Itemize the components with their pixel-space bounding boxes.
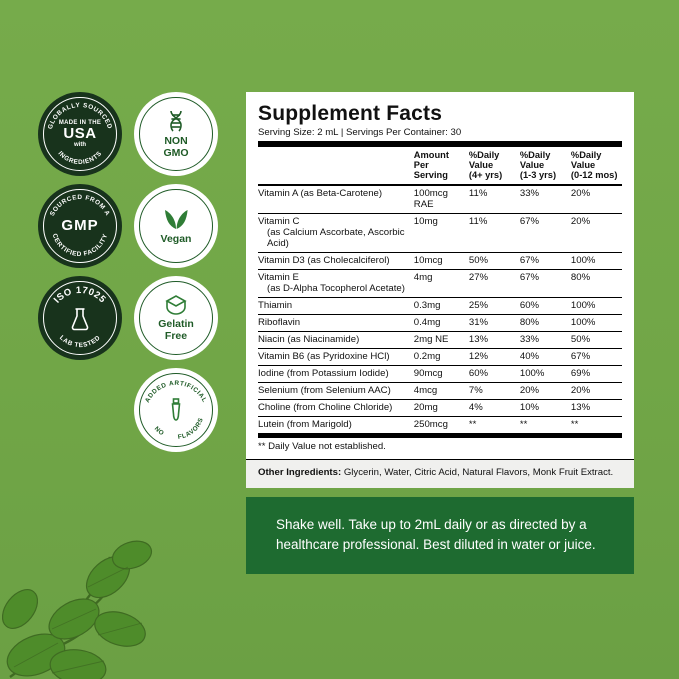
badge-ring	[139, 97, 213, 171]
row-name-text: Thiamin	[258, 300, 293, 312]
row-dv3: 100%	[571, 297, 622, 314]
row-dv3: **	[571, 416, 622, 433]
row-amount: 10mcg	[414, 252, 469, 269]
dv3-l3: (0-12 mos)	[570, 170, 618, 181]
row-name	[258, 185, 414, 214]
row-dv2: 40%	[520, 348, 571, 365]
svg-text:GLOBALLY SOURCED: GLOBALLY SOURCED	[46, 101, 114, 131]
row-name	[258, 314, 414, 331]
table-row	[258, 252, 622, 269]
badge-line-made: MADE IN THE	[58, 119, 102, 126]
table-row	[258, 348, 622, 365]
row-dv1: 50%	[469, 252, 520, 269]
svg-text:ADDED ARTIFICIAL: ADDED ARTIFICIAL	[143, 379, 209, 404]
row-dv1: 4%	[469, 399, 520, 416]
row-amount: 90mcg	[414, 365, 469, 382]
table-row	[258, 314, 622, 331]
row-name-sub: (as D-Alpha Tocopherol Acetate)	[267, 283, 405, 295]
row-dv3: 69%	[571, 365, 622, 382]
dv3-l1: %Daily	[570, 149, 602, 160]
badge-line-gelatin: Gelatin	[158, 318, 194, 331]
row-amount: 20mg	[414, 399, 469, 416]
row-name-text: Riboflavin	[258, 317, 301, 329]
badge-line-with: with	[74, 141, 86, 148]
row-dv1: 27%	[469, 269, 520, 297]
svg-text:FLAVORS: FLAVORS	[177, 416, 205, 441]
badge-ring	[139, 189, 213, 263]
row-name	[258, 382, 414, 399]
dropper-icon	[167, 397, 185, 423]
svg-text:ISO 17025: ISO 17025	[51, 284, 109, 306]
other-ingredients	[246, 459, 634, 488]
col-header-dv-4plus	[469, 147, 520, 185]
row-dv3: 50%	[571, 331, 622, 348]
badge-line-usa: USA	[63, 125, 97, 143]
row-name	[258, 252, 414, 269]
badge-inner-text	[59, 120, 101, 148]
row-dv2: 80%	[520, 314, 571, 331]
row-amount: 250mcg	[414, 416, 469, 433]
row-amount: 0.3mg	[414, 297, 469, 314]
svg-text:INGREDIENTS: INGREDIENTS	[56, 150, 104, 167]
page-title: Supplement Facts	[258, 102, 443, 125]
col-header-amount-l2: Per	[413, 159, 429, 170]
row-name-sub: (as Calcium Ascorbate, Ascorbic Acid)	[267, 227, 405, 250]
row-name	[258, 348, 414, 365]
badge-row-1	[38, 92, 228, 176]
dv2-l2: Value	[519, 159, 545, 170]
row-dv3: 100%	[571, 252, 622, 269]
badge-iso-lab-tested	[38, 276, 122, 360]
row-name-text: Lutein (from Marigold)	[258, 419, 352, 431]
col-header-amount-l3: Serving	[413, 170, 448, 181]
svg-text:NO: NO	[152, 425, 166, 438]
badge-line-free: Free	[164, 329, 188, 342]
row-amount: 0.4mg	[414, 314, 469, 331]
row-name-text: Iodine (from Potassium Iodide)	[258, 368, 389, 380]
row-dv1: 25%	[469, 297, 520, 314]
table-row	[258, 213, 622, 252]
row-dv3: 80%	[571, 269, 622, 297]
badge-inner-text	[163, 136, 188, 158]
table-row	[258, 399, 622, 416]
svg-text:CERTIFIED FACILITY: CERTIFIED FACILITY	[50, 232, 110, 259]
dv1-l1: %Daily	[468, 149, 500, 160]
badge-line-vegan: Vegan	[160, 233, 192, 246]
row-dv1: 12%	[469, 348, 520, 365]
flask-icon	[69, 306, 91, 332]
row-amount: 100mcg RAE	[414, 185, 469, 214]
row-dv2: 20%	[520, 382, 571, 399]
row-name-text: Vitamin D3 (as Cholecalciferol)	[258, 255, 390, 267]
col-header-name	[258, 147, 414, 185]
row-amount: 4mg	[414, 269, 469, 297]
col-header-dv-0to12	[571, 147, 622, 185]
row-name-text: Choline (from Choline Chloride)	[258, 402, 393, 414]
dv2-l3: (1-3 yrs)	[519, 170, 557, 181]
table-row	[258, 382, 622, 399]
badge-made-in-usa	[38, 92, 122, 176]
supplement-facts-body	[246, 92, 634, 459]
daily-value-footnote: ** Daily Value not established.	[258, 433, 622, 459]
table-row	[258, 331, 622, 348]
col-header-dv-1to3	[520, 147, 571, 185]
row-name	[258, 365, 414, 382]
badge-inner-text	[161, 234, 192, 245]
dv3-l2: Value	[570, 159, 596, 170]
dv1-l3: (4+ yrs)	[468, 170, 503, 181]
row-dv3: 20%	[571, 213, 622, 252]
row-amount: 2mg NE	[414, 331, 469, 348]
badge-vegan	[134, 184, 218, 268]
table-row	[258, 365, 622, 382]
row-amount: 0.2mg	[414, 348, 469, 365]
usage-instructions: Shake well. Take up to 2mL daily or as directed by a healthcare professional. Best diluted in water or juice.	[246, 497, 634, 574]
row-name	[258, 213, 414, 252]
col-header-amount	[414, 147, 469, 185]
supplement-facts-panel	[246, 92, 634, 488]
row-dv3: 67%	[571, 348, 622, 365]
row-name	[258, 297, 414, 314]
badge-line-gmo: GMO	[163, 146, 189, 159]
badge-row-4	[134, 368, 228, 452]
col-header-amount-l1: Amount	[413, 149, 449, 160]
row-dv2: **	[520, 416, 571, 433]
table-row	[258, 416, 622, 433]
table-row	[258, 269, 622, 297]
svg-text:SOURCED FROM A: SOURCED FROM A	[48, 193, 112, 218]
row-dv2: 67%	[520, 269, 571, 297]
nutrition-table	[258, 147, 622, 433]
row-dv2: 10%	[520, 399, 571, 416]
badge-inner-text	[61, 218, 98, 234]
other-ingredients-text: Glycerin, Water, Citric Acid, Natural Flavors, Monk Fruit Extract.	[341, 466, 614, 478]
badge-row-3	[38, 276, 228, 360]
row-dv2: 33%	[520, 185, 571, 214]
serving-size-text: Serving Size: 2 mL | Servings Per Container: 30	[258, 127, 462, 138]
badge-row-2	[38, 184, 228, 268]
badge-line-non: NON	[164, 135, 188, 148]
row-name-text: Vitamin B6 (as Pyridoxine HCl)	[258, 351, 390, 363]
row-name	[258, 269, 414, 297]
row-dv2: 33%	[520, 331, 571, 348]
badge-inner-text	[158, 319, 194, 341]
row-amount: 10mg	[414, 213, 469, 252]
badge-gelatin-free	[134, 276, 218, 360]
row-name	[258, 416, 414, 433]
row-dv1: 60%	[469, 365, 520, 382]
row-dv3: 20%	[571, 382, 622, 399]
table-row	[258, 185, 622, 214]
row-name-text: Niacin (as Niacinamide)	[258, 334, 360, 346]
row-dv2: 100%	[520, 365, 571, 382]
table-body	[258, 185, 622, 433]
row-dv3: 20%	[571, 185, 622, 214]
row-dv2: 60%	[520, 297, 571, 314]
certification-badges	[38, 92, 228, 460]
row-dv3: 13%	[571, 399, 622, 416]
row-dv1: 31%	[469, 314, 520, 331]
badge-non-gmo	[134, 92, 218, 176]
row-dv3: 100%	[571, 314, 622, 331]
svg-text:LAB TESTED: LAB TESTED	[57, 334, 103, 350]
row-name-text: Vitamin E	[258, 272, 299, 284]
row-dv2: 67%	[520, 252, 571, 269]
dv1-l2: Value	[468, 159, 494, 170]
dv2-l1: %Daily	[519, 149, 551, 160]
table-row	[258, 297, 622, 314]
row-dv2: 67%	[520, 213, 571, 252]
table-header	[258, 147, 622, 185]
row-amount: 4mcg	[414, 382, 469, 399]
row-dv1: 7%	[469, 382, 520, 399]
row-name	[258, 399, 414, 416]
badge-no-artificial-flavors	[134, 368, 218, 452]
row-dv1: 11%	[469, 185, 520, 214]
leaf-decoration-image	[0, 459, 250, 679]
row-dv1: 11%	[469, 213, 520, 252]
row-dv1: **	[469, 416, 520, 433]
row-dv1: 13%	[469, 331, 520, 348]
row-name-text: Selenium (from Selenium AAC)	[258, 385, 391, 397]
badge-gmp-certified	[38, 184, 122, 268]
row-name	[258, 331, 414, 348]
row-name-text: Vitamin A (as Beta-Carotene)	[258, 188, 383, 200]
other-ingredients-label: Other Ingredients:	[258, 466, 342, 478]
badge-line-gmp: GMP	[61, 217, 99, 235]
row-name-text: Vitamin C	[258, 216, 300, 228]
